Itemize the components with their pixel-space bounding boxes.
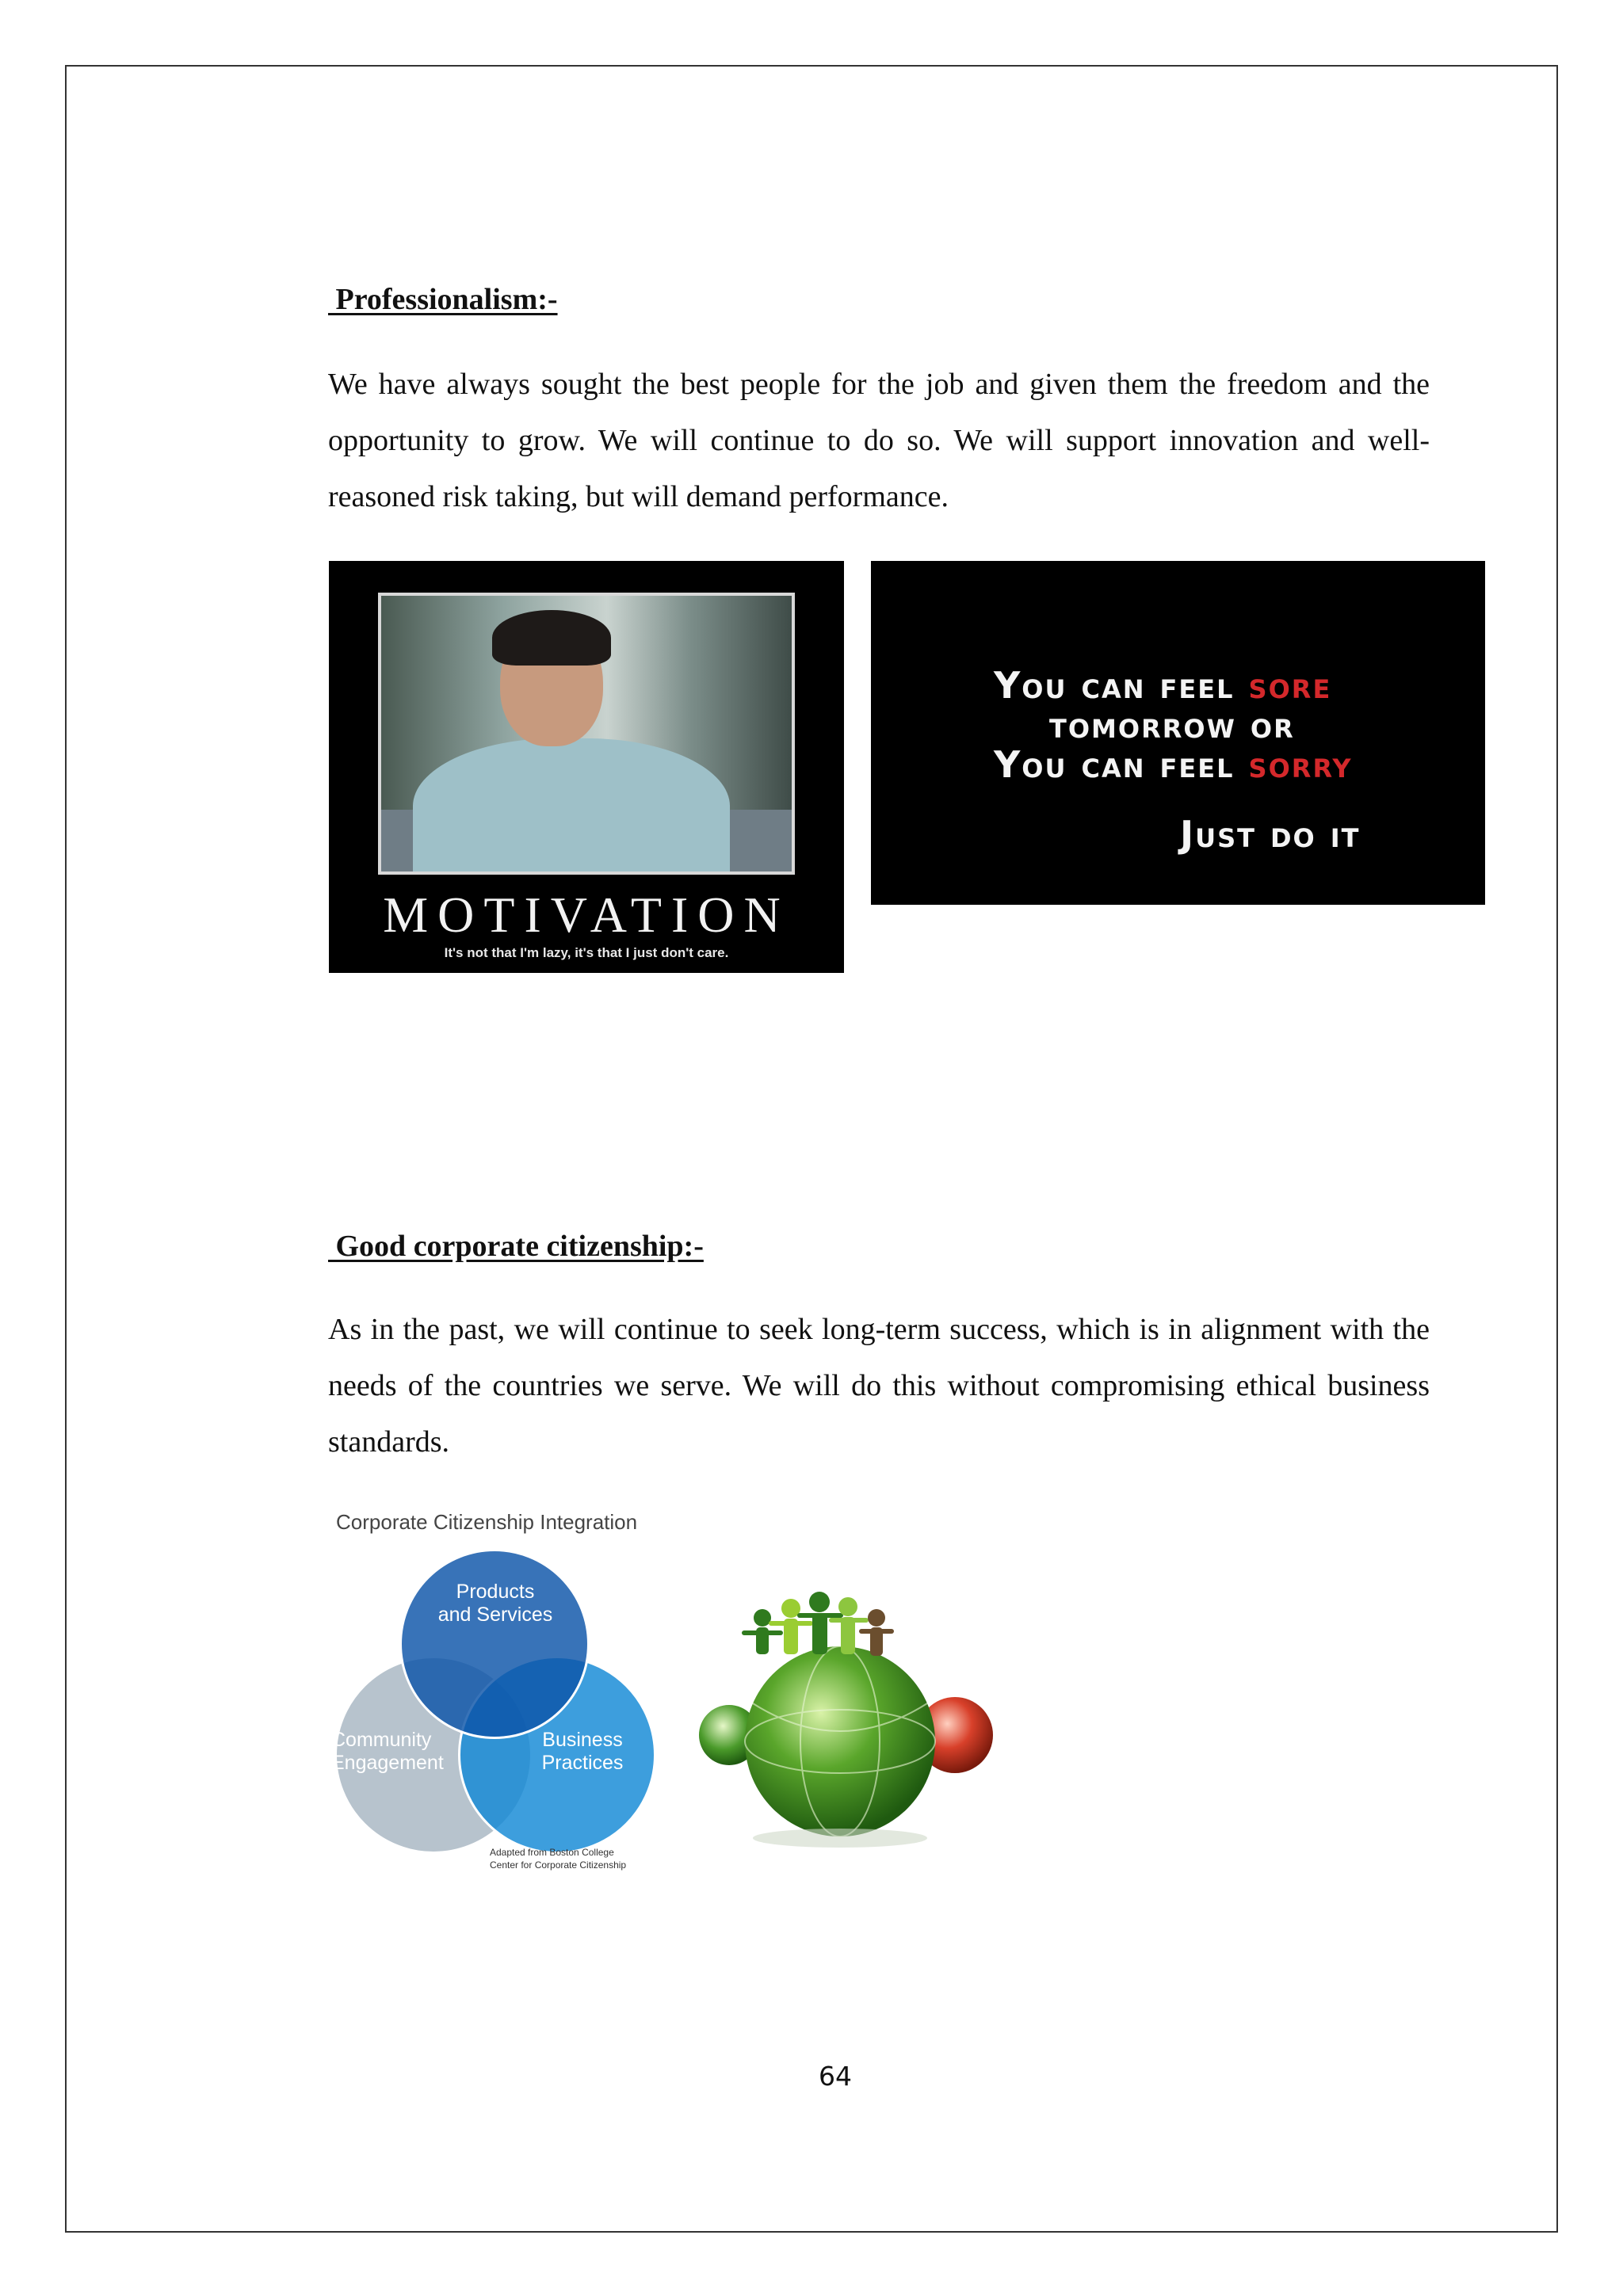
- office-worker-photo: [378, 593, 795, 875]
- professionalism-paragraph: We have always sought the best people for the job and given them the freedom and the opportunity to grow. We will continue to do so. We will support innovation and well-reasoned risk taking, but will demand performance.: [328, 368, 1430, 513]
- quote-line-3: You can feel sorry: [994, 743, 1353, 786]
- poster-caption: It's not that I'm lazy, it's that I just don't care.: [444, 945, 729, 960]
- quote-line-1: You can feel sore: [994, 664, 1332, 707]
- green-globe-icon: [745, 1646, 935, 1836]
- venn-diagram-title: Corporate Citizenship Integration: [336, 1510, 638, 1534]
- venn-label-products: Products and Services: [437, 1581, 553, 1626]
- people-icon: [742, 1592, 894, 1656]
- poster-title: MOTIVATION: [383, 887, 790, 943]
- citizenship-paragraph: As in the past, we will continue to seek long-term success, which is in alignment with the needs of the countries we serve. We will do this without compromising ethical business standards.: [328, 1313, 1430, 1459]
- quote-line-4: Just do it: [1180, 813, 1361, 856]
- quote-line-2: tomorrow or: [1049, 704, 1295, 746]
- venn-label-business: Business Practices: [541, 1729, 624, 1774]
- venn-label-community: Community Engagement: [331, 1729, 444, 1774]
- section-heading-professionalism: Professionalism:-: [328, 283, 558, 316]
- section-heading-corporate-citizenship: Good corporate citizenship:-: [328, 1230, 704, 1263]
- globe-people-illustration: [697, 1569, 999, 1854]
- quote-poster-image: [871, 561, 1485, 905]
- venn-source-note: Adapted from Boston College Center for Corporate Citizenship: [490, 1847, 627, 1871]
- motivation-poster-image: [329, 561, 844, 973]
- venn-circle-products: [399, 1549, 590, 1739]
- page-number: 64: [819, 2061, 852, 2092]
